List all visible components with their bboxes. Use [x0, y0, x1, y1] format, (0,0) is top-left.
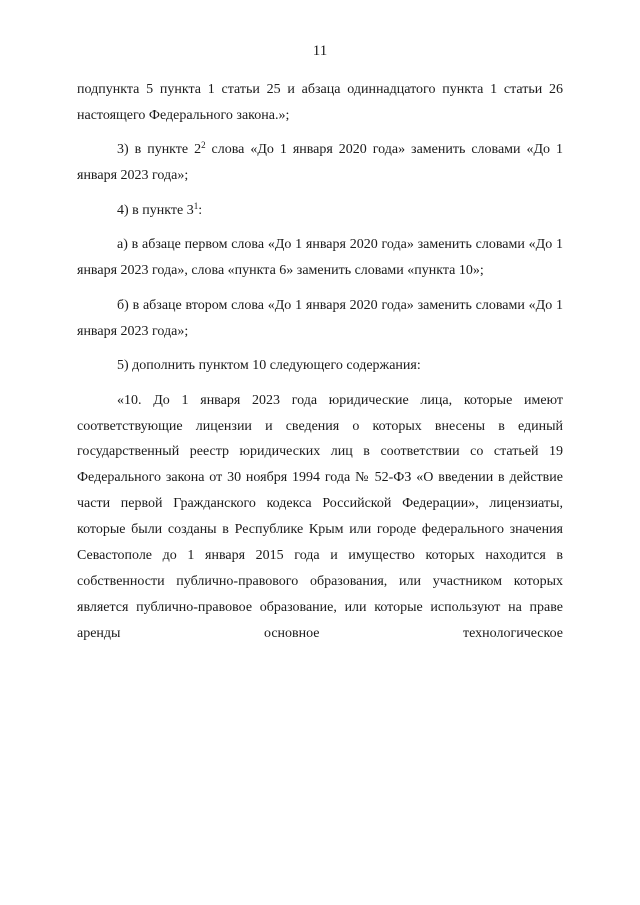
paragraph-new-item-10: «10. До 1 января 2023 года юридические лица, которые имеют соответствующие лицензии и сведения о которых внесены в единый государственный реестр юридических лиц в соответствии со статьей 19 Федерального закона от 30 ноября 1994 года № 52-ФЗ «О введении в действие части первой Гражданского кодекса Российской Федерации», лицензиаты, которые были созданы в Республике Крым или городе федерального значения Севастополе до 1 января 2015 года и имущество которых находится в собственности публично-правового образования, или участником которых является публично-правовое образование, или которые используют на праве аренды основное технологическое	[77, 392, 563, 641]
paragraph-subitem-b: б) в абзаце втором слова «До 1 января 2020 года» заменить словами «До 1 января 2023 года»;	[77, 297, 563, 339]
paragraph-item-3-text-end: слова «До 1 января 2020 года» заменить словами «До 1 января 2023 года»;	[77, 142, 563, 184]
paragraph-item-3-text-start: 3) в пункте 2	[117, 142, 202, 158]
paragraph-item-5: 5) дополнить пунктом 10 следующего содержания:	[117, 358, 421, 374]
paragraph-subitem-a: а) в абзаце первом слова «До 1 января 2020 года» заменить словами «До 1 января 2023 года», слова «пункта 6» заменить словами «пункта 10»;	[77, 237, 563, 279]
paragraph-item-4	[77, 198, 563, 224]
superscript-2: 2	[201, 140, 206, 151]
paragraph-item-4-text-start: 4) в пункте 3	[117, 202, 194, 218]
paragraph-item-3	[77, 137, 563, 189]
page-number: 11	[312, 43, 328, 59]
paragraph-item-4-text-end: :	[198, 202, 203, 218]
paragraph-continuation: подпункта 5 пункта 1 статьи 25 и абзаца одиннадцатого пункта 1 статьи 26 настоящего Федерального закона.»;	[77, 82, 563, 123]
document-body	[77, 77, 563, 655]
superscript-1: 1	[193, 200, 199, 211]
